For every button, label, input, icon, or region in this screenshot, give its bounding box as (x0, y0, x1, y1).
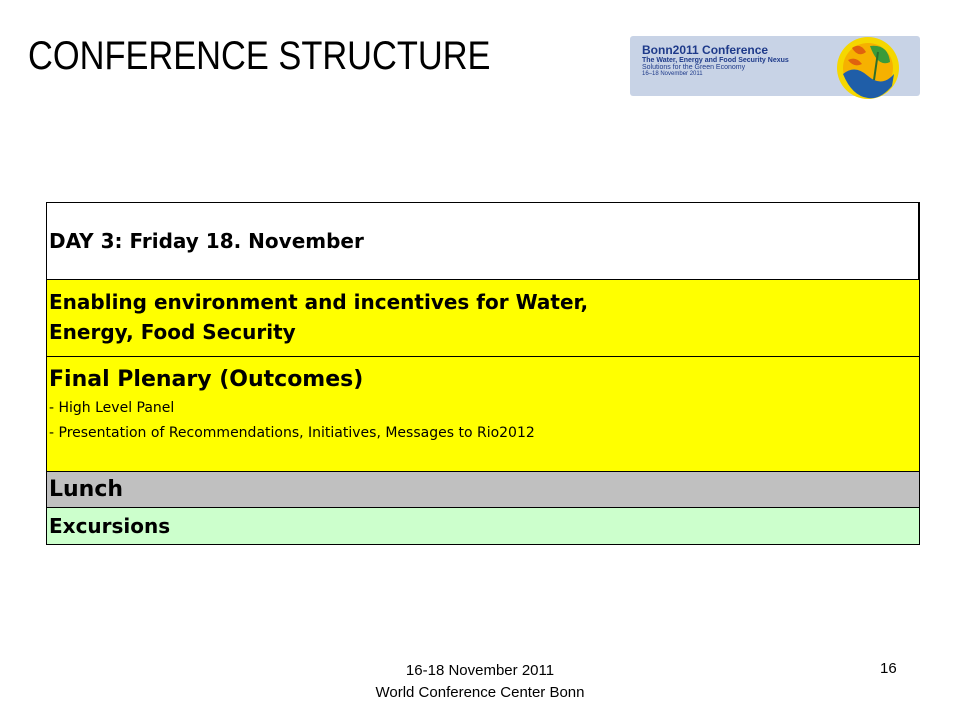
lunch-label: Lunch (49, 477, 124, 502)
day3-schedule-table (46, 202, 920, 545)
slide-title: CONFERENCE STRUCTURE (28, 34, 491, 78)
day-heading-row (47, 203, 919, 280)
plenary-item: - Presentation of Recommendations, Initiatives, Messages to Rio2012 (49, 425, 535, 441)
excursions-label: Excursions (49, 514, 171, 538)
footer-date: 16-18 November 2011 (405, 662, 555, 679)
logo-dates: 16–18 November 2011 (642, 71, 703, 78)
lunch-row (47, 472, 919, 508)
plenary-row (47, 357, 919, 472)
logo-text (642, 44, 789, 78)
conference-logo (630, 36, 920, 96)
theme-line-2: Energy, Food Security (49, 320, 296, 344)
plenary-title: Final Plenary (Outcomes) (49, 367, 364, 392)
logo-subtitle: Solutions for the Green Economy (642, 63, 746, 71)
page-number: 16 (880, 660, 897, 677)
day-heading: DAY 3: Friday 18. November (49, 229, 364, 253)
plenary-item: - High Level Panel (49, 400, 175, 416)
footer-venue: World Conference Center Bonn (375, 684, 585, 701)
sun-water-leaf-emblem-icon (830, 34, 906, 102)
logo-theme: The Water, Energy and Food Security Nexus (642, 56, 789, 64)
theme-line-1: Enabling environment and incentives for Water, (49, 290, 589, 314)
logo-conference-name: Bonn2011 Conference (642, 43, 769, 57)
footer (0, 660, 960, 704)
excursions-row (47, 508, 919, 544)
theme-row (47, 280, 919, 357)
